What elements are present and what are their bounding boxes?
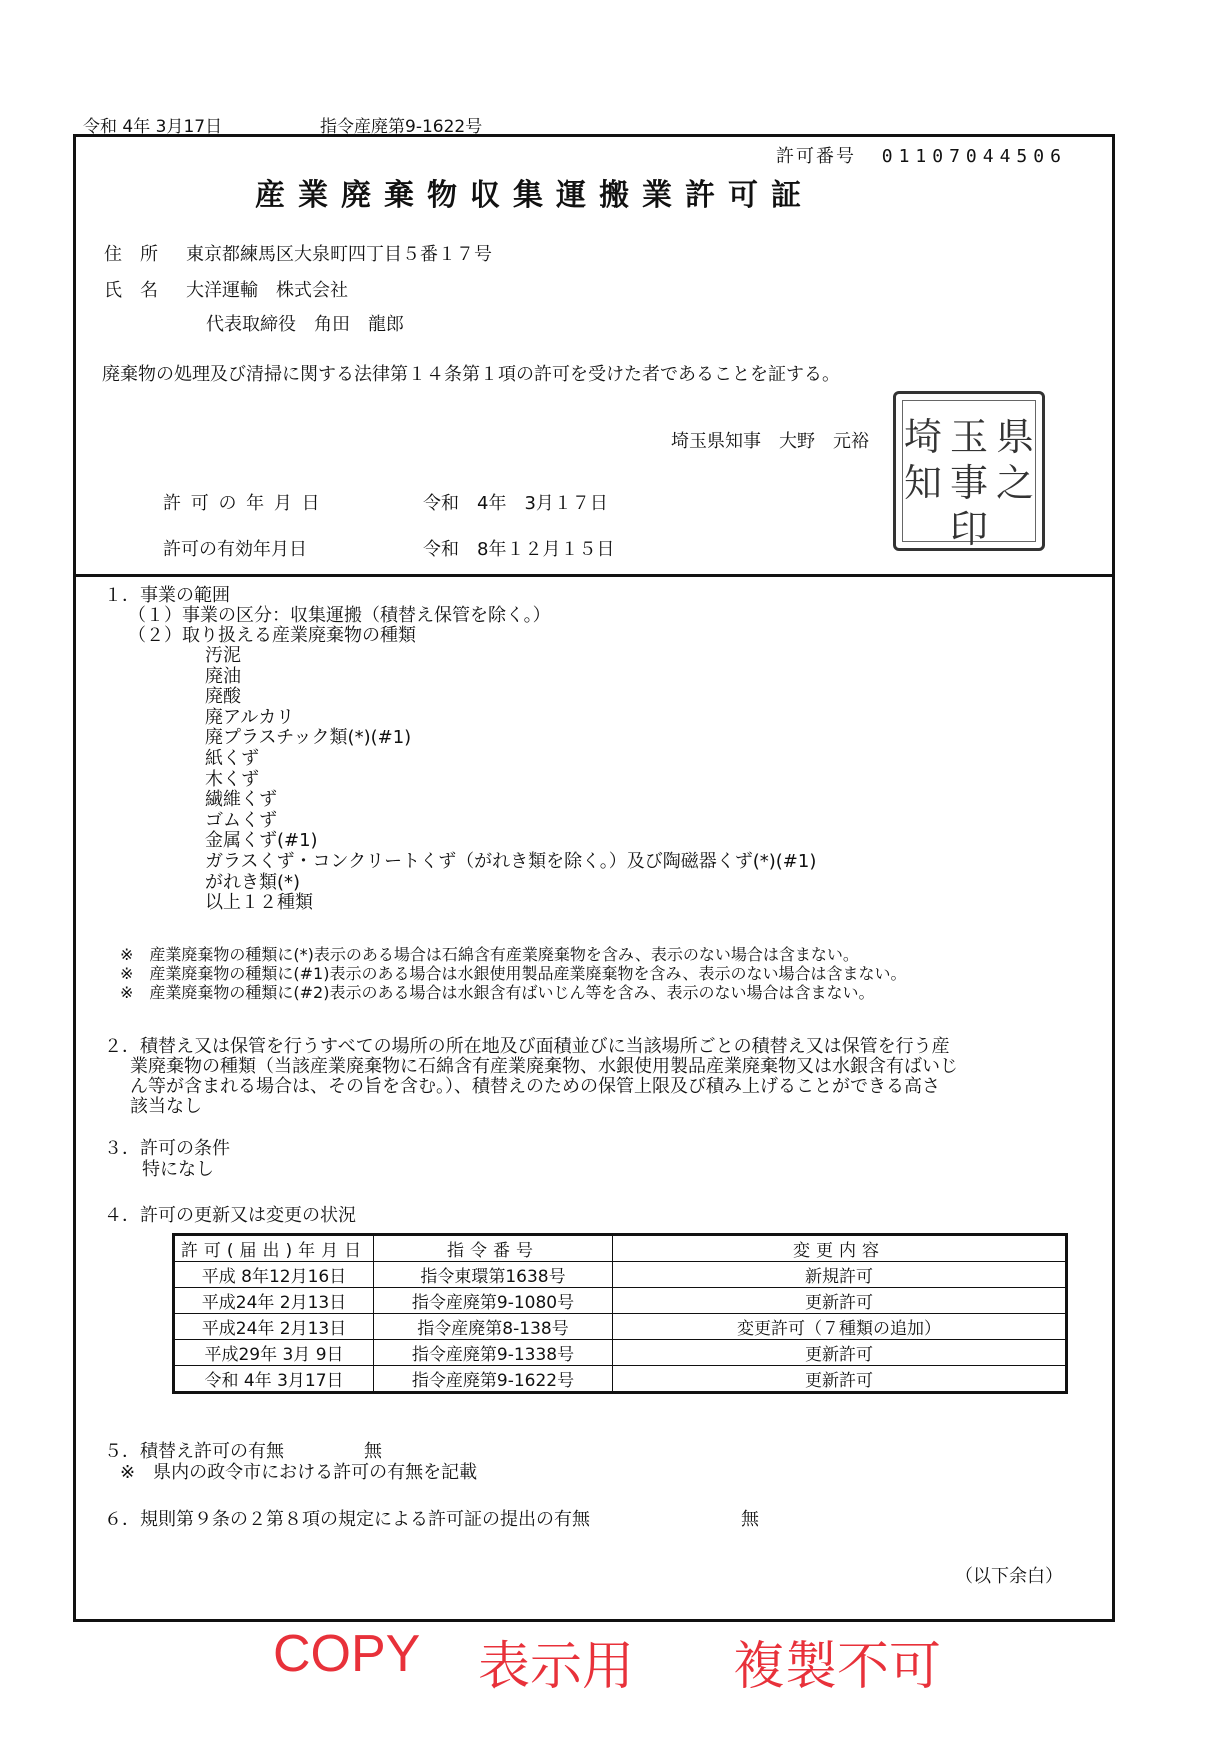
row-date: 令和 4年 3月17日 [174, 1366, 374, 1393]
note-mercury-products: ※ 産業廃棄物の種類に(#1)表示のある場合は水銀使用製品産業廃棄物を含み、表示のない場合は含まない。 [120, 964, 907, 983]
section2-line: ん等が含まれる場合は、その旨を含む。）、積替えのための保管上限及び積み上げることができる高さ [130, 1076, 940, 1097]
valid-until-label: 許可の有効年月日 [163, 539, 307, 560]
col-order-number: 指令番号 [374, 1235, 613, 1262]
seal-char-7: 印 [950, 507, 989, 551]
company-name: 大洋運輸 株式会社 [186, 280, 348, 301]
section5-value: 無 [364, 1441, 382, 1462]
certification-statement: 廃棄物の処理及び清掃に関する法律第１４条第１項の許可を受けた者であることを証する。 [102, 364, 840, 385]
row-change: 更新許可 [613, 1288, 1067, 1314]
section1-notes [120, 945, 906, 1002]
list-item: 以上１２種類 [205, 892, 313, 914]
permit-number [776, 142, 1067, 168]
section1-waste-types-heading: （２）取り扱える産業廃棄物の種類 [128, 625, 416, 646]
row-change: 更新許可 [613, 1366, 1067, 1393]
note-mercury-dust: ※ 産業廃棄物の種類に(#2)表示のある場合は水銀含有ばいじん等を含み、表示のない場合は含まない。 [120, 983, 875, 1002]
note-asbestos: ※ 産業廃棄物の種類に(*)表示のある場合は石綿含有産業廃棄物を含み、表示のない場合は含まない。 [120, 945, 859, 964]
section2-line: 業廃棄物の種類（当該産業廃棄物に石綿含有産業廃棄物、水銀使用製品産業廃棄物又は水銀含有ばいじ [130, 1056, 958, 1077]
row-date: 平成24年 2月13日 [174, 1288, 374, 1314]
list-item: 紙くず [205, 747, 259, 769]
table-row [174, 1288, 1067, 1314]
display-use-stamp: 表示用 [478, 1638, 635, 1696]
section1-heading: １．事業の範囲 [104, 585, 230, 606]
permit-history-table [172, 1233, 1068, 1394]
issuer: 埼玉県知事 大野 元裕 [671, 431, 869, 452]
seal-char-5: 県 [996, 415, 1035, 459]
section-divider [73, 574, 1115, 577]
seal-char-2: 知 [904, 461, 943, 505]
row-date: 平成24年 2月13日 [174, 1314, 374, 1340]
row-change: 更新許可 [613, 1340, 1067, 1366]
list-item: 廃油 [205, 665, 241, 687]
section6-value: 無 [741, 1509, 759, 1530]
official-seal [893, 391, 1045, 551]
seal-char-1: 埼 [904, 415, 943, 459]
row-date: 平成29年 3月 9日 [174, 1340, 374, 1366]
section5-note: ※ 県内の政令市における許可の有無を記載 [120, 1462, 478, 1483]
header-order-number: 指令産廃第9-1622号 [320, 117, 483, 137]
permit-date: 令和 4年 3月１７日 [423, 493, 608, 514]
permit-number-label: 許可番号 [776, 146, 856, 167]
valid-until: 令和 8年１２月１５日 [423, 539, 615, 560]
seal-char-6: 之 [996, 461, 1035, 505]
row-change: 変更許可（７種類の追加） [613, 1314, 1067, 1340]
list-item: 汚泥 [205, 645, 241, 666]
list-item: 廃プラスチック類(*)(#1) [205, 727, 412, 749]
section3-value: 特になし [142, 1159, 214, 1180]
list-item: ゴムくず [205, 809, 277, 831]
section4-heading: ４．許可の更新又は変更の状況 [104, 1205, 356, 1226]
col-change: 変更内容 [613, 1235, 1067, 1262]
header-date: 令和 4年 3月17日 [83, 117, 223, 137]
row-order: 指令東環第1638号 [374, 1262, 613, 1288]
row-order: 指令産廃第9-1080号 [374, 1288, 613, 1314]
list-item: 廃酸 [205, 686, 241, 708]
list-item: ガラスくず・コンクリートくず（がれき類を除く。）及び陶磁器くず(*)(#1) [205, 850, 817, 872]
row-order: 指令産廃第9-1338号 [374, 1340, 613, 1366]
table-row [174, 1314, 1067, 1340]
representative: 代表取締役 角田 龍郎 [206, 314, 404, 335]
list-item: がれき類(*) [205, 871, 301, 893]
table-row [174, 1366, 1067, 1393]
section3-heading: ３．許可の条件 [104, 1138, 230, 1159]
seal-char-4: 事 [950, 461, 989, 505]
permit-date-label: 許 可 の 年 月 日 [163, 493, 322, 514]
list-item: 廃アルカリ [205, 706, 295, 728]
table-row [174, 1262, 1067, 1288]
no-copy-stamp: 複製不可 [733, 1638, 942, 1696]
section1-business-type: （１）事業の区分：収集運搬（積替え保管を除く。） [128, 605, 551, 626]
address-label: 住 所 [104, 244, 158, 265]
table-row [174, 1340, 1067, 1366]
section2-value: 該当なし [130, 1096, 202, 1117]
section6-heading: ６．規則第９条の２第８項の規定による許可証の提出の有無 [104, 1509, 590, 1530]
copy-stamp: COPY [273, 1625, 421, 1683]
section5-heading: ５．積替え許可の有無 [104, 1441, 284, 1462]
row-order: 指令産廃第8-138号 [374, 1314, 613, 1340]
row-date: 平成 8年12月16日 [174, 1262, 374, 1288]
permit-number-value: 01107044506 [881, 146, 1067, 167]
list-item: 繊維くず [205, 789, 277, 811]
waste-type-list [205, 646, 816, 914]
row-order: 指令産廃第9-1622号 [374, 1366, 613, 1393]
list-item: 木くず [205, 768, 259, 790]
col-date: 許可(届出)年月日 [174, 1235, 374, 1262]
section2-line: ２．積替え又は保管を行うすべての場所の所在地及び面積並びに当該場所ごとの積替え又は保管を行う産 [104, 1036, 950, 1057]
table-header-row [174, 1235, 1067, 1262]
seal-char-3: 玉 [950, 415, 989, 459]
list-item: 金属くず(#1) [205, 830, 318, 852]
name-label: 氏 名 [104, 280, 158, 301]
certificate-title: 産業廃棄物収集運搬業許可証 [255, 178, 814, 213]
section2-text [104, 1037, 958, 1117]
address-value: 東京都練馬区大泉町四丁目５番１７号 [186, 244, 492, 265]
row-change: 新規許可 [613, 1262, 1067, 1288]
closing-remark: （以下余白） [955, 1566, 1063, 1587]
